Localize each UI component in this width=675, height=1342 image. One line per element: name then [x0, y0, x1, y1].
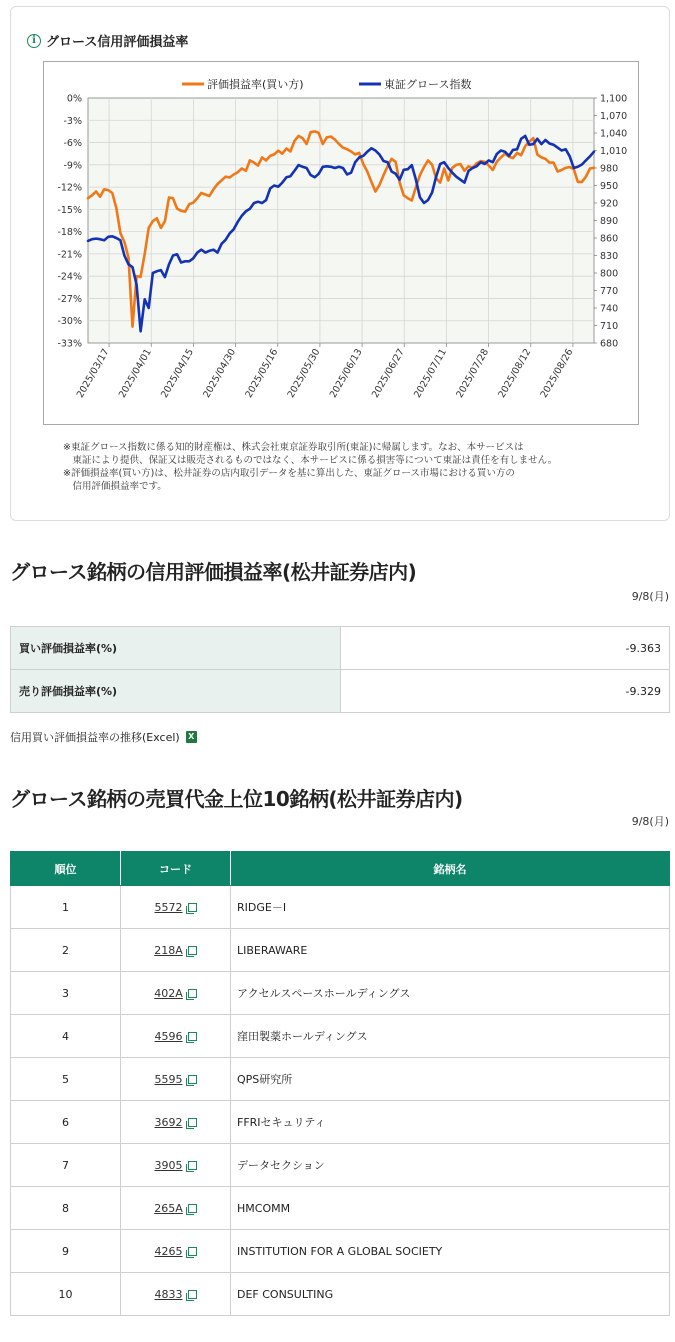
table-row — [11, 627, 670, 670]
code-cell — [121, 1187, 231, 1230]
copy-icon[interactable] — [188, 1118, 197, 1127]
y-left-tick-label: -27% — [57, 293, 82, 305]
code-cell — [121, 972, 231, 1015]
y-left-tick-label: -24% — [57, 271, 82, 283]
rank-cell: 7 — [11, 1144, 121, 1187]
stock-name-cell: QPS研究所 — [231, 1058, 670, 1101]
copy-icon[interactable] — [188, 1161, 197, 1170]
y-right-tick-label: 860 — [600, 233, 619, 245]
table-row — [11, 670, 670, 713]
code-cell — [121, 1144, 231, 1187]
excel-link-label[interactable]: 信用買い評価損益率の推移(Excel) — [10, 731, 180, 744]
code-cell — [121, 1015, 231, 1058]
table-row — [11, 1101, 670, 1144]
y-right-tick-label: 1,070 — [600, 111, 628, 122]
rank-cell: 10 — [11, 1273, 121, 1316]
y-right-tick-label: 980 — [600, 163, 619, 175]
y-right-tick-label: 1,010 — [600, 146, 628, 157]
stock-code-link[interactable]: 4833 — [154, 1287, 183, 1301]
y-right-tick-label: 950 — [600, 181, 619, 192]
code-cell — [121, 1230, 231, 1273]
ranking-section-title: グロース銘柄の売買代金上位10銘柄(松井証券店内) — [10, 787, 463, 811]
sell-rate-label: 売り評価損益率(%) — [11, 670, 341, 713]
table-row — [11, 1230, 670, 1273]
x-tick-label: 2025/08/12 — [496, 347, 534, 400]
table-row — [11, 1144, 670, 1187]
line-chart — [44, 62, 640, 426]
stock-name-cell: データセクション — [231, 1144, 670, 1187]
legend-label: 東証グロース指数 — [384, 78, 472, 91]
stock-name-cell: HMCOMM — [231, 1187, 670, 1230]
y-right-tick-label: 1,100 — [600, 93, 628, 105]
stock-name-cell: LIBERAWARE — [231, 929, 670, 972]
x-tick-label: 2025/04/01 — [116, 347, 154, 400]
code-cell — [121, 1101, 231, 1144]
excel-file-icon[interactable]: X — [186, 731, 197, 743]
x-tick-label: 2025/08/26 — [538, 347, 576, 400]
y-right-tick-label: 920 — [600, 198, 619, 210]
y-left-tick-label: -9% — [63, 160, 82, 172]
copy-icon[interactable] — [188, 946, 197, 955]
x-tick-label: 2025/03/17 — [74, 347, 112, 400]
copy-icon[interactable] — [188, 989, 197, 998]
y-right-tick-label: 1,040 — [600, 128, 628, 140]
table-row — [11, 1015, 670, 1058]
code-cell — [121, 1273, 231, 1316]
stock-code-link[interactable]: 265A — [154, 1201, 183, 1215]
y-right-tick-label: 710 — [600, 321, 619, 332]
stock-code-link[interactable]: 5572 — [154, 900, 183, 914]
stock-code-link[interactable]: 3905 — [154, 1158, 183, 1172]
excel-download-link[interactable] — [10, 729, 197, 745]
stock-code-link[interactable]: 3692 — [154, 1115, 183, 1129]
rank-cell: 1 — [11, 886, 121, 929]
table-row — [11, 972, 670, 1015]
copy-icon[interactable] — [188, 1290, 197, 1299]
rank-cell: 9 — [11, 1230, 121, 1273]
stock-code-link[interactable]: 4596 — [154, 1029, 183, 1043]
rates-table — [10, 626, 670, 713]
x-tick-label: 2025/05/16 — [243, 347, 281, 400]
y-right-tick-label: 800 — [600, 268, 619, 280]
stock-code-link[interactable]: 218A — [154, 943, 183, 957]
code-cell — [121, 1058, 231, 1101]
y-left-tick-label: -21% — [57, 249, 82, 261]
buy-rate-value: -9.363 — [341, 627, 670, 670]
y-left-tick-label: -6% — [63, 138, 82, 150]
x-tick-label: 2025/07/11 — [412, 347, 450, 400]
chart-frame — [43, 61, 639, 425]
y-right-tick-label: 680 — [600, 338, 619, 350]
x-tick-label: 2025/05/30 — [285, 347, 323, 400]
rank-cell: 5 — [11, 1058, 121, 1101]
stock-code-link[interactable]: 402A — [154, 986, 183, 1000]
copy-icon[interactable] — [188, 1075, 197, 1084]
x-tick-label: 2025/07/28 — [454, 347, 492, 400]
rank-cell: 8 — [11, 1187, 121, 1230]
y-left-tick-label: -3% — [63, 115, 82, 127]
table-row — [11, 1187, 670, 1230]
x-tick-label: 2025/06/27 — [369, 347, 407, 400]
copy-icon[interactable] — [188, 1032, 197, 1041]
copy-icon[interactable] — [188, 903, 197, 912]
rates-section-title: グロース銘柄の信用評価損益率(松井証券店内) — [10, 560, 417, 584]
rank-cell: 6 — [11, 1101, 121, 1144]
stock-code-link[interactable]: 5595 — [154, 1072, 183, 1086]
header-name: 銘柄名 — [231, 852, 670, 886]
y-right-tick-label: 830 — [600, 251, 619, 262]
info-icon[interactable]: i — [27, 34, 41, 48]
y-left-tick-label: -12% — [57, 182, 82, 194]
note-rate-definition: ※評価損益率(買い方)は、松井証券の店内取引データを基に算出した、東証グロース市場における買い方の 信用評価損益率です。 — [63, 468, 515, 492]
table-row — [11, 886, 670, 929]
stock-name-cell: 窪田製薬ホールディングス — [231, 1015, 670, 1058]
header-code: コード — [121, 852, 231, 886]
stock-code-link[interactable]: 4265 — [154, 1244, 183, 1258]
y-right-tick-label: 770 — [600, 286, 619, 297]
stock-name-cell: FFRIセキュリティ — [231, 1101, 670, 1144]
table-row — [11, 929, 670, 972]
x-tick-label: 2025/04/30 — [201, 347, 239, 400]
rates-date: 9/8(月) — [631, 590, 669, 603]
note-index-copyright: ※東証グロース指数に係る知的財産権は、株式会社東京証券取引所(東証)に帰属します。なお、本サービスは 東証により提供、保証又は販売されるものではなく、本サービスに係る損害等について東証は責任を有しません。 — [63, 442, 558, 466]
chart-card — [10, 6, 670, 521]
ranking-table — [10, 851, 670, 1316]
y-left-tick-label: -18% — [57, 227, 82, 239]
copy-icon[interactable] — [188, 1247, 197, 1256]
y-right-tick-label: 740 — [600, 303, 619, 315]
code-cell — [121, 929, 231, 972]
y-left-tick-label: -33% — [57, 338, 82, 350]
copy-icon[interactable] — [188, 1204, 197, 1213]
chart-title: グロース信用評価損益率 — [46, 35, 189, 50]
ranking-date: 9/8(月) — [631, 815, 669, 828]
rank-cell: 3 — [11, 972, 121, 1015]
rank-cell: 2 — [11, 929, 121, 972]
table-row — [11, 1058, 670, 1101]
table-header-row — [11, 852, 670, 886]
stock-name-cell: DEF CONSULTING — [231, 1273, 670, 1316]
table-row — [11, 1273, 670, 1316]
x-tick-label: 2025/04/15 — [159, 347, 197, 400]
rank-cell: 4 — [11, 1015, 121, 1058]
y-left-tick-label: -30% — [57, 316, 82, 328]
y-left-tick-label: -15% — [57, 204, 82, 216]
chart-card-title — [27, 31, 188, 50]
legend-label: 評価損益率(買い方) — [207, 78, 304, 91]
x-tick-label: 2025/06/13 — [327, 347, 365, 400]
stock-name-cell: RIDGE－I — [231, 886, 670, 929]
y-right-tick-label: 890 — [600, 216, 619, 227]
y-left-tick-label: 0% — [66, 93, 82, 105]
header-rank: 順位 — [11, 852, 121, 886]
stock-name-cell: アクセルスペースホールディングス — [231, 972, 670, 1015]
stock-name-cell: INSTITUTION FOR A GLOBAL SOCIETY — [231, 1230, 670, 1273]
code-cell — [121, 886, 231, 929]
chart-notes — [63, 441, 633, 493]
buy-rate-label: 買い評価損益率(%) — [11, 627, 341, 670]
sell-rate-value: -9.329 — [341, 670, 670, 713]
